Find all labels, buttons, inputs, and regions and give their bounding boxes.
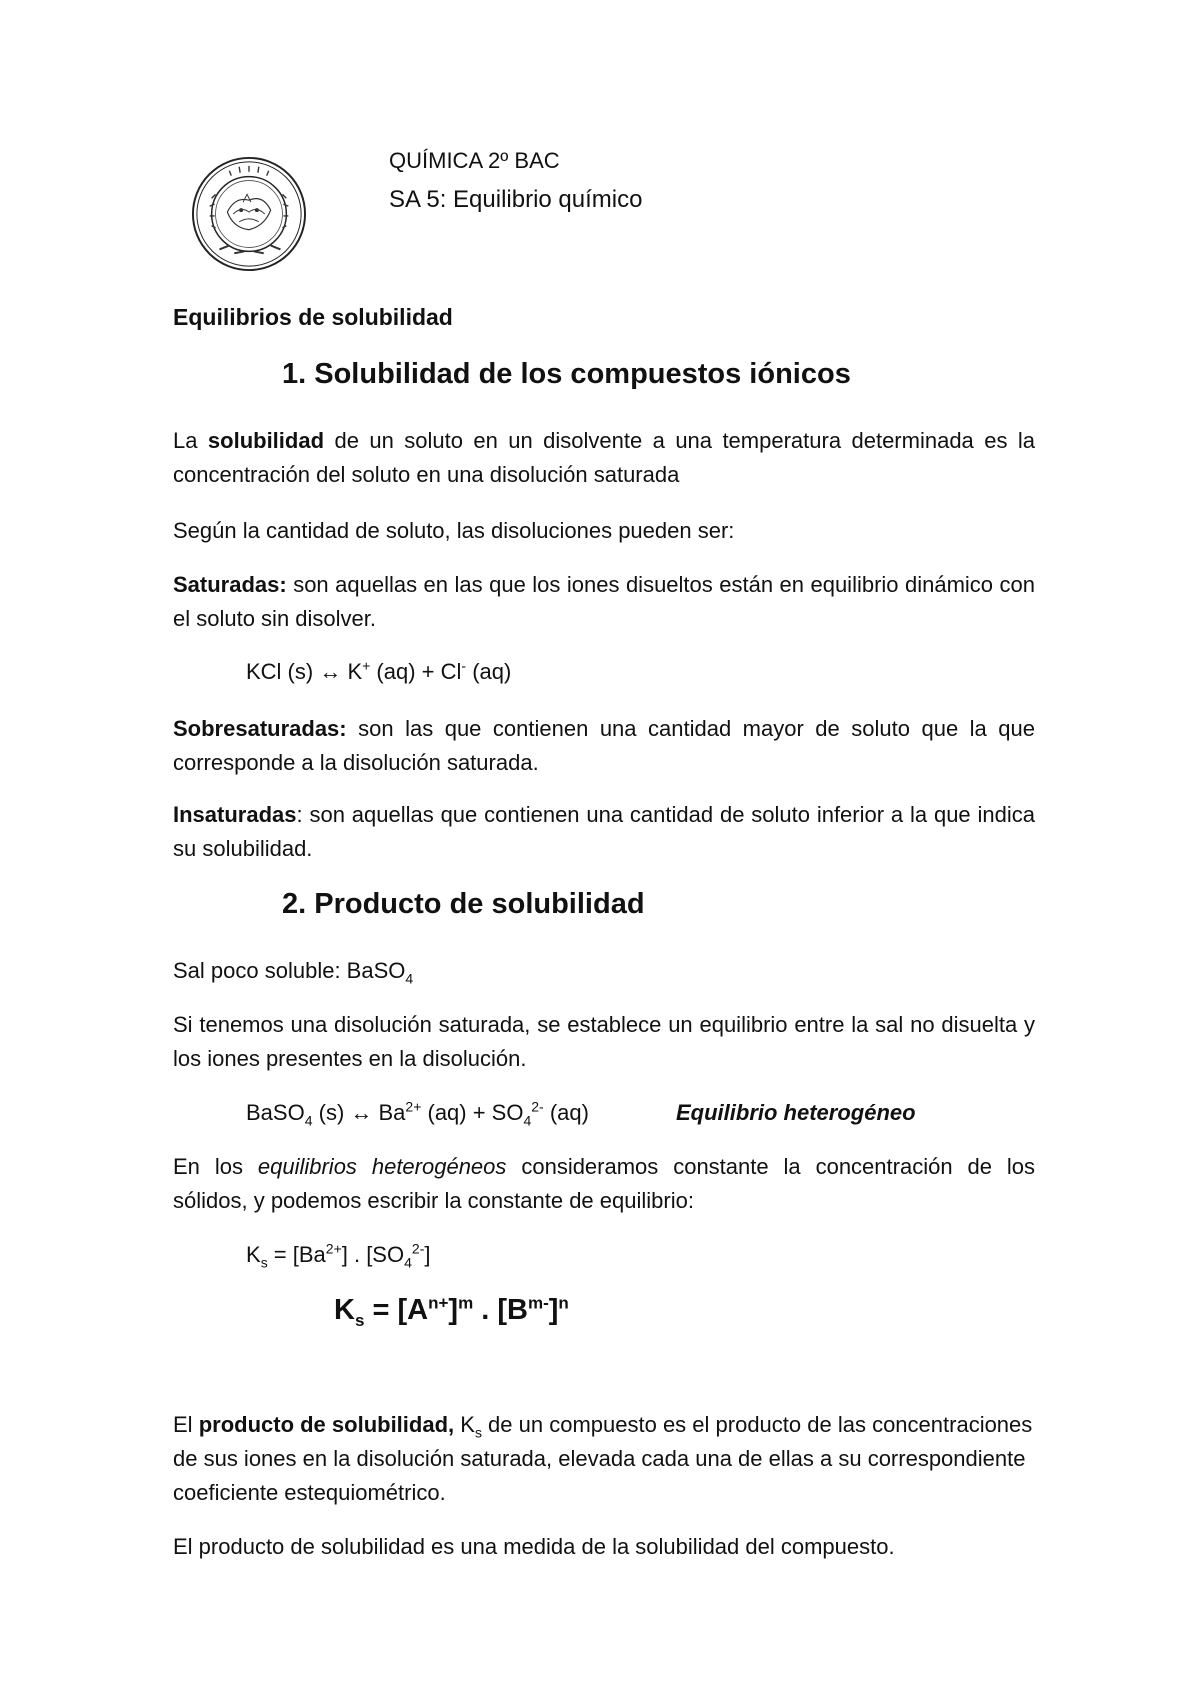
salt-example: Sal poco soluble: BaSO$_4$ bbox=[173, 958, 414, 987]
heading-1-title: Solubilidad de los compuestos iónicos bbox=[314, 358, 851, 390]
ks-baso4-formula: $K_s = [Ba^{2+}]$ . $[SO_4^{2-}]$ bbox=[246, 1240, 431, 1271]
heterogeneous-text: En los equilibrios heterogéneos consideramos constante la concentración de los sólidos, y podemos escribir la constante de equilibrio: bbox=[173, 1154, 1035, 1213]
supersaturated-definition: Sobresaturadas: son las que contienen una cantidad mayor de soluto que la que corresponde a la disolución saturada. bbox=[173, 716, 1035, 775]
solubility-definition: La solubilidad de un soluto en un disolvente a una temperatura determinada es la concentración del soluto en una disolución saturada bbox=[173, 428, 1035, 487]
heading-1-number: 1. bbox=[282, 358, 307, 390]
ks-general-formula: $K_s = [A^{n+}]^m$ . $[B^{m-}]^n$ bbox=[334, 1293, 569, 1330]
saturated-definition: Saturadas: son aquellas en las que los iones disueltos están en equilibrio dinámico con el soluto sin disolver. bbox=[173, 572, 1035, 631]
solubility-product-definition: El producto de solubilidad, $K_s$ de un compuesto es el producto de las concentraciones de sus iones en la disolución saturada, elevada cada una de ellas a su correspondiente coeficiente estequiométrico. bbox=[173, 1412, 1033, 1505]
baso4-equation: BaSO$_4$ (s) ↔ $Ba^{2+}$ $(aq) + SO_4^{2-}$ (aq) bbox=[246, 1098, 589, 1129]
saturated-solution-text: Si tenemos una disolución saturada, se establece un equilibrio entre la sal no disuelta y los iones presentes en la disolución. bbox=[173, 1012, 1035, 1071]
subject-label: QUÍMICA 2º BAC bbox=[389, 148, 560, 173]
solubility-measure-text: El producto de solubilidad es una medida de la solubilidad del compuesto. bbox=[173, 1534, 895, 1559]
school-seal-logo bbox=[190, 155, 308, 273]
section-title: Equilibrios de solubilidad bbox=[173, 304, 453, 330]
heading-2-number: 2. bbox=[282, 888, 307, 920]
heterogeneous-label: Equilibrio heterogéneo bbox=[676, 1100, 916, 1125]
kcl-equation: KCl (s) ↔ K+ (aq) + Cl- (aq) bbox=[246, 657, 512, 684]
intro-text: Según la cantidad de soluto, las disoluciones pueden ser: bbox=[173, 518, 735, 543]
unsaturated-definition: Insaturadas: son aquellas que contienen una cantidad de soluto inferior a la que indica su solubilidad. bbox=[173, 802, 1035, 861]
heading-1 bbox=[282, 358, 851, 391]
heading-2-title: Producto de solubilidad bbox=[314, 888, 645, 920]
heading-2 bbox=[282, 888, 645, 921]
unit-title: SA 5: Equilibrio químico bbox=[389, 186, 643, 213]
